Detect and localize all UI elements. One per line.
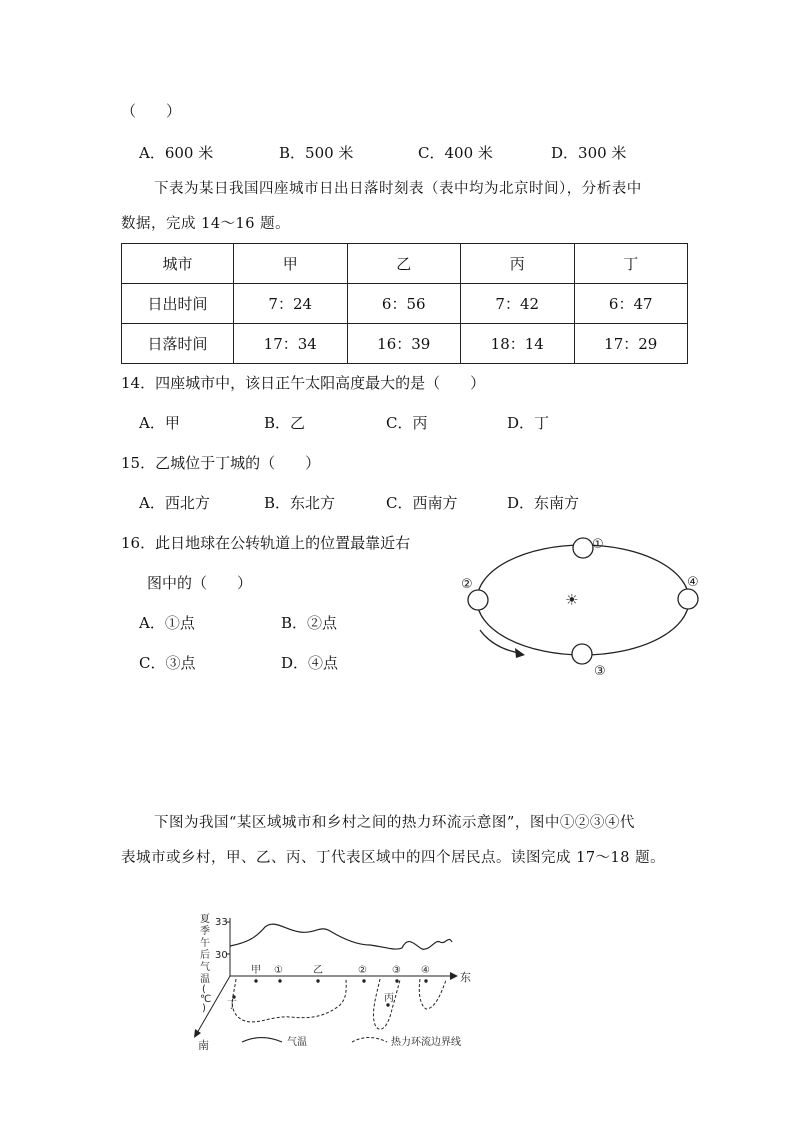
intro-14-16: [121, 172, 681, 242]
orbit-diagram: [455, 530, 715, 685]
point-label-3: ③: [392, 965, 401, 976]
q14-option-b[interactable]: B．乙: [264, 414, 306, 432]
orbit-ellipse: [477, 545, 689, 655]
q16-stem-line2: 图中的（ ）: [147, 574, 253, 592]
table-header-cell: 城市: [122, 244, 234, 284]
svg-text:℃: ℃: [200, 994, 212, 1005]
table-cell: 16：39: [347, 324, 461, 364]
orbit-label-1: ①: [592, 537, 604, 552]
table-header-cell: 丙: [461, 244, 575, 284]
table-cell: 日落时间: [122, 324, 234, 364]
y-axis-label: [200, 913, 211, 1014]
svg-text:午: 午: [200, 938, 210, 949]
q16-stem-line1: 16．此日地球在公转轨道上的位置最靠近右: [121, 534, 411, 552]
intro-14-16-line1: 下表为某日我国四座城市日出日落时刻表（表中均为北京时间），分析表中: [154, 181, 642, 197]
orbit-point-4: [678, 589, 698, 609]
svg-text:后: 后: [200, 950, 210, 961]
orbit-label-2: ②: [461, 577, 473, 592]
intro-14-16-line2: 数据，完成 14～16 题。: [121, 216, 291, 232]
q13-option-b[interactable]: B．500 米: [279, 144, 354, 162]
svg-text:夏: 夏: [200, 914, 210, 925]
svg-text:): ): [202, 1003, 206, 1014]
q13-paren: （ ）: [121, 102, 182, 120]
q14-stem: 14．四座城市中，该日正午太阳高度最大的是（ ）: [121, 374, 486, 392]
q13-option-c[interactable]: C．400 米: [418, 144, 493, 162]
q15-stem: 15．乙城位于丁城的（ ）: [121, 454, 321, 472]
q15-option-b[interactable]: B．东北方: [264, 494, 336, 512]
q15-option-d[interactable]: D．东南方: [507, 494, 580, 512]
sunrise-sunset-table: [121, 243, 688, 364]
intro-17-18-line1: 下图为我国“某区域城市和乡村之间的热力环流示意图”，图中①②③④代: [154, 815, 635, 831]
table-cell: 6：47: [574, 284, 688, 324]
legend-solid-line: [242, 1038, 282, 1043]
q14-option-d[interactable]: D．丁: [507, 414, 550, 432]
ding-label: 丁: [227, 1000, 237, 1011]
table-header-row: [122, 244, 688, 284]
orbit-label-3: ③: [594, 664, 606, 679]
orbit-label-4: ④: [687, 575, 699, 590]
thermal-boundary-right: [419, 979, 446, 1009]
axis-points: [254, 979, 427, 982]
svg-text:季: 季: [200, 926, 210, 937]
arrowhead-icon: [515, 648, 525, 658]
q14-option-a[interactable]: A．甲: [139, 414, 180, 432]
q16-option-b[interactable]: B．②点: [281, 614, 338, 632]
table-cell: 日出时间: [122, 284, 234, 324]
thermal-circulation-diagram: [190, 905, 490, 1050]
table-cell: 17：29: [574, 324, 688, 364]
legend-solid-label: 气温: [287, 1037, 307, 1048]
point-label-1: ①: [274, 965, 283, 976]
point-label-yi: 乙: [313, 965, 323, 976]
intro-17-18: [121, 806, 701, 876]
y-tick-33: 33: [215, 917, 228, 928]
q15-option-a[interactable]: A．西北方: [139, 494, 210, 512]
orbit-point-2: [468, 590, 488, 610]
south-label: 南: [198, 1039, 209, 1050]
table-cell: 18：14: [461, 324, 575, 364]
legend-dashed-label: 热力环流边界线: [391, 1037, 461, 1048]
q15-option-c[interactable]: C．西南方: [386, 494, 458, 512]
table-cell: 7：24: [234, 284, 348, 324]
q16-option-d[interactable]: D．④点: [281, 654, 339, 672]
south-arrow-icon: [194, 1029, 201, 1038]
svg-text:温: 温: [200, 974, 210, 985]
point-label-4: ④: [421, 965, 430, 976]
table-header-cell: 乙: [347, 244, 461, 284]
east-arrow-icon: [450, 972, 458, 980]
q13-option-a[interactable]: A．600 米: [139, 144, 214, 162]
table-cell: 17：34: [234, 324, 348, 364]
q14-option-c[interactable]: C．丙: [386, 414, 428, 432]
svg-text:(: (: [202, 984, 206, 995]
east-label: 东: [460, 971, 471, 984]
table-cell: 6：56: [347, 284, 461, 324]
table-header-cell: 甲: [234, 244, 348, 284]
svg-text:☀: ☀: [565, 591, 579, 609]
y-tick-30: 30: [215, 950, 228, 961]
sun-icon: [565, 591, 578, 609]
legend-dashed-line: [352, 1038, 387, 1043]
q16-option-a[interactable]: A．①点: [139, 614, 195, 632]
thermal-boundary-city: [232, 978, 346, 1022]
svg-text:气: 气: [200, 962, 210, 973]
intro-17-18-line2: 表城市或乡村，甲、乙、丙、丁代表区域中的四个居民点。读图完成 17～18 题。: [121, 850, 666, 866]
table-row: [122, 324, 688, 364]
orbit-point-1: [573, 538, 593, 558]
temperature-curve: [230, 924, 452, 949]
point-label-jia: 甲: [251, 965, 261, 976]
point-label-2: ②: [358, 965, 367, 976]
table-row: [122, 284, 688, 324]
table-header-cell: 丁: [574, 244, 688, 284]
bing-label: 丙: [384, 993, 394, 1004]
q13-option-d[interactable]: D．300 米: [551, 144, 627, 162]
q16-option-c[interactable]: C．③点: [139, 654, 196, 672]
orbit-point-3: [572, 644, 592, 664]
table-cell: 7：42: [461, 284, 575, 324]
